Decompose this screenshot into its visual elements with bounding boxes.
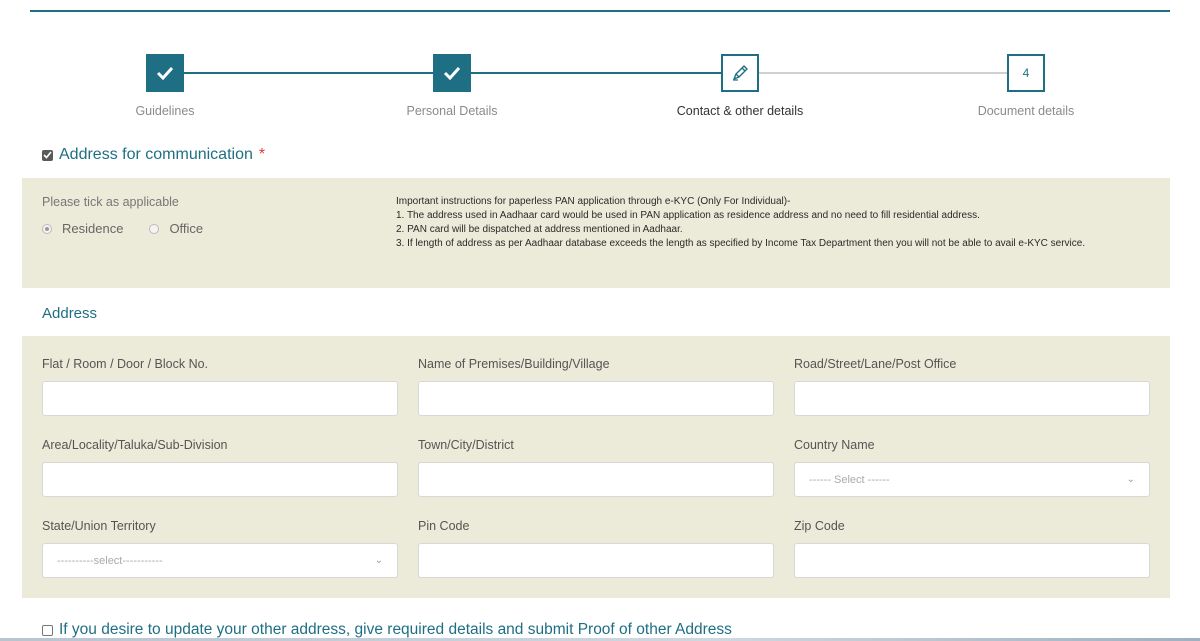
pencil-icon: [731, 64, 749, 82]
country-label: Country Name: [794, 438, 875, 452]
step-3-label: Contact & other details: [676, 104, 804, 118]
step-connector-2: [471, 72, 721, 74]
zipcode-label: Zip Code: [794, 519, 845, 533]
check-icon: [443, 66, 461, 80]
step-4-label: Document details: [977, 104, 1075, 118]
area-label: Area/Locality/Taluka/Sub-Division: [42, 438, 228, 452]
premises-label: Name of Premises/Building/Village: [418, 357, 610, 371]
chevron-down-icon: ⌄: [1126, 474, 1135, 485]
road-label: Road/Street/Lane/Post Office: [794, 357, 957, 371]
checkbox-check-icon: [43, 151, 52, 159]
country-select-value: ------ Select ------: [809, 473, 890, 486]
residence-label: Residence: [62, 221, 124, 236]
chevron-down-icon: ⌄: [374, 555, 383, 566]
pincode-input[interactable]: [418, 543, 774, 578]
pincode-label: Pin Code: [418, 519, 470, 533]
step-connector-1: [173, 72, 433, 74]
instruction-heading: Important instructions for paperless PAN application through e-KYC (Only For Individual)-: [396, 196, 791, 207]
flat-label: Flat / Room / Door / Block No.: [42, 357, 209, 371]
road-input[interactable]: [794, 381, 1150, 416]
communication-heading: [42, 146, 265, 164]
step-2-label: Personal Details: [406, 104, 498, 118]
area-input[interactable]: [42, 462, 398, 497]
office-label: Office: [169, 221, 204, 236]
state-label: State/Union Territory: [42, 519, 156, 533]
check-icon: [156, 66, 174, 80]
step-connector-3: [759, 72, 1007, 74]
ekyc-instructions: [396, 195, 1156, 251]
instruction-item: 2. PAN card will be dispatched at address mentioned in Aadhaar.: [396, 224, 683, 235]
zipcode-input[interactable]: [794, 543, 1150, 578]
town-input[interactable]: [418, 462, 774, 497]
step-1-label: Guidelines: [135, 104, 195, 118]
step-4-number: 4: [1022, 66, 1030, 80]
flat-input[interactable]: [42, 381, 398, 416]
state-select[interactable]: [42, 543, 398, 578]
other-address-label: If you desire to update your other address, give required details and submit Proof of other Address: [59, 621, 732, 638]
step-4-indicator[interactable]: [1007, 54, 1045, 92]
step-1-indicator[interactable]: [146, 54, 184, 92]
tick-applicable-label: Please tick as applicable: [42, 195, 179, 209]
office-radio[interactable]: [149, 224, 159, 234]
communication-checkbox[interactable]: [42, 150, 53, 161]
communication-title: Address for communication: [59, 146, 253, 163]
instruction-item: 1. The address used in Aadhaar card would be used in PAN application as residence address and no need to fill residential address.: [396, 210, 980, 221]
other-address-checkbox[interactable]: [42, 625, 53, 636]
top-divider: [30, 10, 1170, 12]
address-type-radio-group: [42, 221, 203, 236]
required-mark: *: [258, 146, 266, 163]
step-2-indicator[interactable]: [433, 54, 471, 92]
instruction-item: 3. If length of address as per Aadhaar database exceeds the length as specified by Income Tax Department then you will not be able to avail e-KYC service.: [396, 238, 1086, 249]
state-select-value: ----------select-----------: [57, 554, 163, 567]
country-select[interactable]: [794, 462, 1150, 497]
other-address-row: [42, 621, 732, 639]
town-label: Town/City/District: [418, 438, 514, 452]
premises-input[interactable]: [418, 381, 774, 416]
step-3-indicator[interactable]: [721, 54, 759, 92]
address-section-title: Address: [42, 305, 98, 322]
residence-radio[interactable]: [42, 224, 52, 234]
